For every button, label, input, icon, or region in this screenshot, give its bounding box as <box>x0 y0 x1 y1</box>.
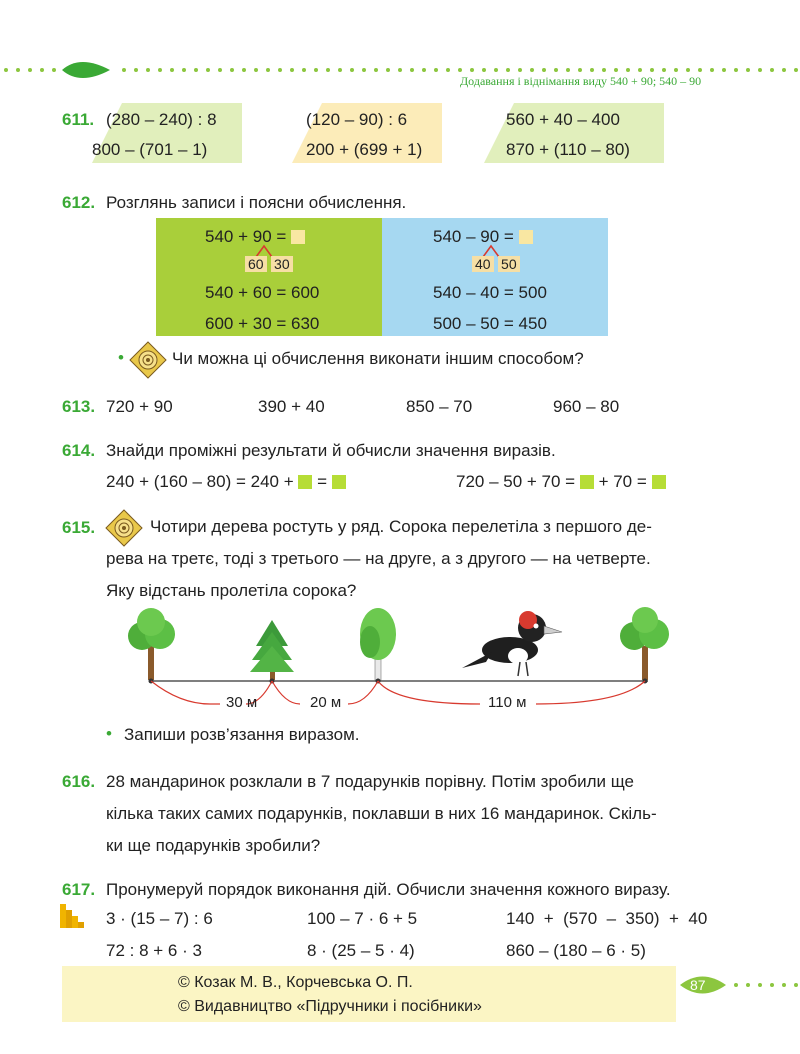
expr-611-5: 560 + 40 – 400 <box>506 110 620 129</box>
exercise-615-line2: рева на третє, тоді з третього — на друге, а з другого — на четверте. <box>106 549 651 568</box>
exercise-616-number: 616. <box>62 772 96 791</box>
part-40: 40 <box>472 256 494 272</box>
expr-617-2: 100 – 7 · 6 + 5 <box>307 909 418 928</box>
example-subtraction-parts <box>472 256 520 274</box>
tree-1-icon <box>128 608 175 680</box>
expr-614-2 <box>456 472 666 492</box>
exercise-615-line3: Яку відстань пролетіла сорока? <box>106 581 357 600</box>
answer-box <box>291 230 305 244</box>
exercise-615-line1: Чотири дерева ростуть у ряд. Сорока перелетіла з першого де- <box>150 517 652 536</box>
bullet-dot: • <box>106 724 112 743</box>
tree-2-icon <box>250 620 294 680</box>
answer-box <box>580 475 594 489</box>
expr-617-1: 3 · (15 – 7) : 6 <box>106 909 213 928</box>
expr-611-2: 800 – (701 – 1) <box>92 140 208 159</box>
exercise-611-number: 611. <box>62 110 95 129</box>
example-addition-step1: 540 + 60 = 600 <box>205 283 320 302</box>
exercise-616-line3: ки ще подарунків зробили? <box>106 836 321 855</box>
answer-box <box>652 475 666 489</box>
distance-2: 20 м <box>310 694 342 711</box>
expr-613-4: 960 – 80 <box>553 397 620 416</box>
copyright-publisher: © Видавництво «Підручники і посібники» <box>178 998 482 1015</box>
expr-613-2: 390 + 40 <box>258 397 325 416</box>
example-subtraction-expr-text: 540 – 90 = <box>433 227 514 246</box>
exercise-615-task: Запиши розв’язання виразом. <box>124 725 360 744</box>
expr-614-1-part-b: = <box>317 472 328 491</box>
copyright-authors: © Козак М. В., Корчевська О. П. <box>178 974 413 991</box>
header-title: Додавання і віднімання виду 540 + 90; 540 – 90 <box>460 74 702 88</box>
expr-617-4: 72 : 8 + 6 · 3 <box>106 941 202 960</box>
example-subtraction-step2: 500 – 50 = 450 <box>433 314 547 333</box>
expr-617-6: 860 – (180 – 6 · 5) <box>506 941 646 960</box>
exercise-615-number: 615. <box>62 518 96 537</box>
example-addition-expr-text: 540 + 90 = <box>205 227 287 246</box>
part-60: 60 <box>245 256 267 272</box>
distance-3: 110 м <box>488 694 527 711</box>
expr-613-1: 720 + 90 <box>106 397 173 416</box>
expr-613-3: 850 – 70 <box>406 397 473 416</box>
exercise-612-question: Чи можна ці обчислення виконати іншим способом? <box>172 349 584 368</box>
stairs-icon <box>60 904 90 930</box>
exercise-612-text: Розглянь записи і поясни обчислення. <box>106 193 407 212</box>
exercise-613-number: 613. <box>62 397 96 416</box>
expr-611-1: (280 – 240) : 8 <box>106 110 217 129</box>
tree-3-icon <box>360 608 396 680</box>
expr-617-3: 140 + (570 – 350) + 40 <box>506 909 708 928</box>
exercise-616-line1: 28 мандаринок розклали в 7 подарунків порівну. Потім зробили ще <box>106 772 635 791</box>
answer-box <box>298 475 312 489</box>
distance-1: 30 м <box>226 694 258 711</box>
exercise-616-line2: кілька таких самих подарунків, поклавши в них 16 мандаринок. Скіль- <box>106 804 657 823</box>
exercise-614-number: 614. <box>62 441 96 460</box>
thinking-icon <box>128 340 168 380</box>
expr-617-5: 8 · (25 – 5 · 4) <box>307 941 415 960</box>
expr-614-1 <box>106 472 346 492</box>
example-addition-step2: 600 + 30 = 630 <box>205 314 320 333</box>
expr-614-2-part-a: 720 – 50 + 70 = <box>456 472 576 491</box>
expr-611-3: (120 – 90) : 6 <box>306 110 408 129</box>
example-subtraction-step1: 540 – 40 = 500 <box>433 283 547 302</box>
part-30: 30 <box>271 256 293 272</box>
answer-box <box>332 475 346 489</box>
trees-illustration <box>120 606 680 718</box>
expr-614-2-part-b: + 70 = <box>598 472 647 491</box>
exercise-612-number: 612. <box>62 193 96 212</box>
magpie-icon <box>462 611 562 676</box>
example-addition-parts <box>245 256 293 274</box>
expr-614-1-part-a: 240 + (160 – 80) = 240 + <box>106 472 294 491</box>
tree-4-icon <box>620 607 669 680</box>
exercise-614-text: Знайди проміжні результати й обчисли значення виразів. <box>106 441 556 460</box>
page-number: 87 <box>690 977 706 993</box>
exercise-617-text: Пронумеруй порядок виконання дій. Обчисли значення кожного виразу. <box>106 880 671 899</box>
answer-box <box>519 230 533 244</box>
expr-611-6: 870 + (110 – 80) <box>506 140 630 159</box>
bullet-dot: • <box>118 348 124 367</box>
part-50: 50 <box>498 256 520 272</box>
expr-611-4: 200 + (699 + 1) <box>306 140 423 159</box>
exercise-617-number: 617. <box>62 880 96 899</box>
thinking-icon <box>104 508 144 548</box>
